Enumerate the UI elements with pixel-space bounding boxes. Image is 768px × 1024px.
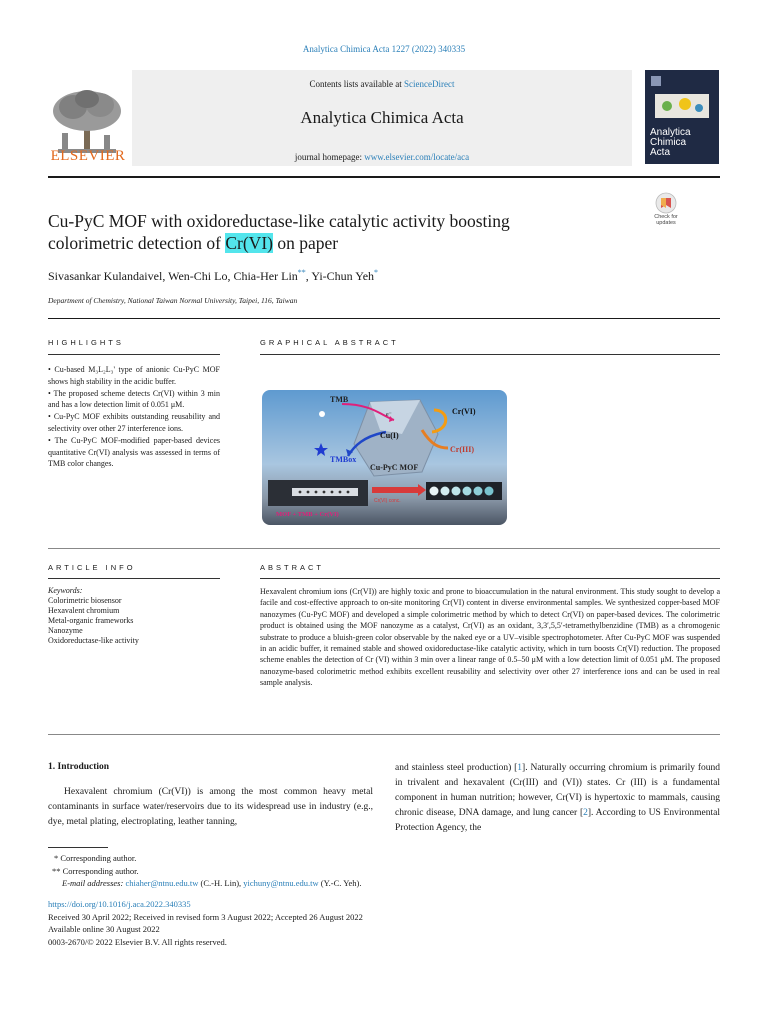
cover-title [650, 128, 691, 158]
keyword-item: Nanozyme [48, 626, 83, 635]
highlight-item: • The Cu-PyC MOF-modified paper-based devices quantitative Cr(VI) analysis was assessed in terms of TMB color changes. [48, 435, 220, 469]
cover-title-line: Acta [650, 147, 671, 158]
ga-color-dot [452, 487, 461, 496]
email-owner: (Y.-C. Yeh). [318, 878, 362, 888]
email-owner: (C.-H. Lin), [198, 878, 244, 888]
keyword-item: Oxidoreductase-like activity [48, 636, 139, 645]
ga-color-dot [463, 487, 472, 496]
article-info-heading: ARTICLE INFO [48, 563, 136, 572]
section-rule [48, 318, 720, 319]
journal-name: Analytica Chimica Acta [300, 108, 464, 127]
cover-title-line: Analytica [650, 127, 691, 138]
citation-link[interactable]: 2 [583, 808, 588, 818]
intro-text: ]. Naturally occurring chromium is primarily found in trivalent and hexavalent (Cr(III) and (VI)) states. Cr (III) is a fundamental component in human nutrition; however, Cr(VI) is hypertoxic to mammals, causing chronic disease, DNA damage, and lung cancer [ [395, 763, 720, 818]
email-link[interactable]: yichuny@ntnu.edu.tw [243, 878, 319, 888]
available-online: Available online 30 August 2022 [48, 924, 160, 934]
section-rule [48, 548, 720, 549]
citation-link[interactable]: 1 [517, 763, 523, 773]
publisher-name: ELSEVIER [50, 148, 126, 164]
title-line-1: Cu-PyC MOF with oxidoreductase-like catalytic activity boosting [48, 211, 510, 231]
journal-header [132, 70, 632, 166]
intro-text: and stainless steel production) [ [395, 763, 518, 773]
author-name[interactable]: Chia-Her Lin [233, 269, 298, 283]
highlights-list [48, 364, 220, 470]
email-line [48, 877, 361, 890]
graphical-abstract-heading: GRAPHICAL ABSTRACT [260, 338, 399, 347]
homepage-link[interactable]: www.elsevier.com/locate/aca [364, 152, 470, 162]
ga-label-cr6: Cr(VI) [452, 407, 476, 416]
section-rule [48, 734, 720, 735]
corresponding-mark[interactable]: * [374, 268, 379, 277]
title-line-2: colorimetric detection of [48, 233, 226, 253]
highlight-item: • Cu-based M₃L₂L₃' type of anionic Cu-PyC MOF shows high stability in the acidic buffer. [48, 365, 220, 386]
ga-color-dot [441, 487, 450, 496]
check-updates-icon [645, 192, 687, 214]
copyright: 0003-2670/© 2022 Elsevier B.V. All rights reserved. [48, 936, 227, 947]
ga-label-cu1: Cu(I) [380, 431, 399, 440]
doi-link[interactable]: https://doi.org/10.1016/j.aca.2022.340335 [48, 899, 191, 909]
graphical-abstract-figure [262, 390, 507, 525]
check-for-updates-button[interactable] [645, 192, 687, 232]
highlights-rule [48, 354, 220, 355]
homepage-line [132, 152, 632, 162]
ga-label-cr3: Cr(III) [450, 445, 474, 454]
corresponding-mark[interactable]: ** [297, 268, 306, 277]
ga-label-tmbox: TMBox [330, 455, 357, 464]
abstract-text: Hexavalent chromium ions (Cr(VI)) are highly toxic and prone to bioaccumulation in the natural environment. This study sought to develop a facile and cost-effective approach to on-site monitoring Cr(VI) content in diverse environmental samples. We synthesized copper-based MOF nanozymes (Cu-PyC MOF) and developed a simple colorimetric method by which to detect Cr(VI) on paper-based devices. The colorimetric product is obtained using the MOF nanozyme as a catalyst, Cr(VI) as an oxidant, 3,3′,5,5′-tetramethylbenzidine (TMB) as a chromogenic substrate to produce a bluish-green color observable by the naked eye or a UV–visible spectrophotometer. After Cu-PyC MOF was suspended in an acidic buffer, it remained stable and showed oxidoreductase-like catalytic activity, which in turn boosts Cr(VI) reduction. The proposed scheme enables the detection of Cr (VI) within 3 min over a linear range of 0.5–50 μM with a low detection limit of 0.051 μM. The proposed nanozyme-based colorimetric method exhibits excellent reusability and selectivity over other 27 interference ions and can be used in real sample analysis. [260, 587, 720, 688]
email-link[interactable]: chiaher@ntnu.edu.tw [125, 878, 199, 888]
keywords-block [48, 586, 220, 646]
ga-label-paper: MOF + TMB + Cr(VI) [276, 511, 339, 518]
highlight-item: • Cu-PyC MOF exhibits outstanding reusability and selectivity over other 27 interference ions. [48, 412, 220, 433]
article-metadata [48, 898, 363, 948]
abstract-heading: ABSTRACT [260, 563, 325, 572]
abstract-rule [260, 578, 720, 579]
received-dates: Received 30 April 2022; Received in revised form 3 August 2022; Accepted 26 August 2022 [48, 911, 363, 922]
article-title [48, 210, 608, 254]
contents-prefix: Contents lists available at [309, 79, 404, 89]
title-highlight: Cr(VI) [225, 233, 273, 253]
author-list [48, 268, 378, 284]
title-line-2-end: on paper [272, 233, 339, 253]
intro-text: ]. According to US Environmental Protection Agency, the [395, 808, 720, 833]
footnote-item: * Corresponding author. [54, 853, 137, 863]
header-rule [48, 176, 720, 178]
affiliation: Department of Chemistry, National Taiwan Normal University, Taipei, 116, Taiwan [48, 296, 298, 305]
introduction-column-1: Hexavalent chromium (Cr(VI)) is among the most common heavy metal contaminants in surface water/reservoirs due to its widespread use in industry (e.g., dye, metal plating, electroplating, leather tanning, [48, 787, 373, 827]
introduction-column-2 [395, 761, 720, 836]
footnote-rule [48, 847, 108, 848]
introduction-heading: 1. Introduction [48, 762, 110, 772]
keywords-label: Keywords: [48, 586, 83, 595]
footnotes [48, 852, 361, 890]
check-updates-label: Check for updates [654, 214, 678, 226]
journal-cover [645, 70, 719, 164]
author-separator: , [227, 269, 234, 283]
ga-color-dot [474, 487, 483, 496]
author-separator: , [305, 269, 312, 283]
ga-label-conc: Cr(VI) conc. [374, 498, 401, 504]
ga-color-dot [430, 487, 439, 496]
author-name[interactable]: Yi-Chun Yeh [311, 269, 375, 283]
sciencedirect-link[interactable]: ScienceDirect [404, 79, 455, 89]
cover-title-line: Chimica [650, 137, 687, 148]
author-name[interactable]: Sivasankar Kulandaivel [48, 269, 163, 283]
ga-conc-arrow [372, 487, 418, 493]
graphical-abstract-rule [260, 354, 720, 355]
author-separator: , [162, 269, 169, 283]
ga-label-tmb: TMB [330, 395, 349, 404]
keyword-item: Metal-organic frameworks [48, 616, 134, 625]
contents-line [132, 79, 632, 89]
ga-label-mof: Cu-PyC MOF [370, 463, 419, 472]
highlight-item: • The proposed scheme detects Cr(VI) within 3 min and has a low detection limit of 0.051 μM. [48, 388, 220, 410]
email-label: E-mail addresses: [62, 878, 126, 888]
keyword-item: Colorimetric biosensor [48, 596, 122, 605]
cover-art-icon [645, 70, 719, 124]
homepage-prefix: journal homepage: [294, 152, 365, 162]
ga-color-dot [485, 487, 494, 496]
footnote-item: ** Corresponding author. [52, 865, 139, 876]
journal-reference[interactable]: Analytica Chimica Acta 1227 (2022) 340335 [302, 44, 466, 54]
author-name[interactable]: Wen-Chi Lo [168, 269, 228, 283]
keyword-item: Hexavalent chromium [48, 606, 120, 615]
article-info-rule [48, 578, 220, 579]
ga-tmb-molecule [319, 411, 325, 417]
ga-label-electron: e⁻ [386, 412, 392, 418]
highlights-heading: HIGHLIGHTS [48, 338, 124, 347]
